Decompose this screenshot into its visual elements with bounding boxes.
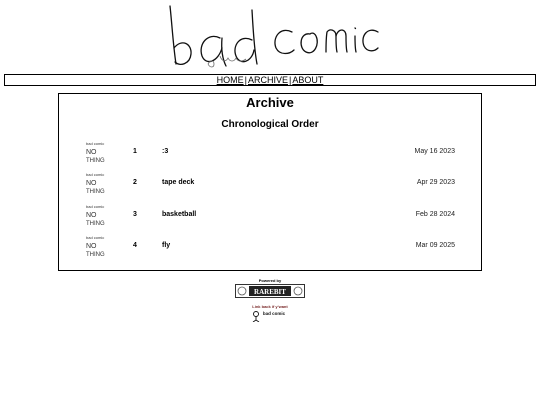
svg-text:NO: NO: [86, 149, 97, 156]
comic-thumbnail[interactable]: [85, 171, 113, 197]
bad-comic-logo-image: [160, 4, 380, 70]
nav-archive-link[interactable]: ARCHIVE: [247, 75, 288, 85]
comic-title-link[interactable]: fly: [162, 242, 171, 249]
footer: [230, 278, 310, 327]
svg-text:bad comic: bad comic: [86, 235, 105, 240]
comic-title-link[interactable]: :3: [162, 148, 169, 155]
comic-number: 4: [133, 242, 137, 249]
svg-text:NO: NO: [86, 212, 97, 219]
site-logo[interactable]: [160, 4, 380, 70]
comic-row[interactable]: [59, 171, 481, 197]
link-back-label: Link back if y'want: [252, 304, 288, 309]
comic-thumbnail[interactable]: [85, 234, 113, 260]
powered-by-label: Powered by: [258, 278, 282, 283]
comic-thumbnail[interactable]: [85, 140, 113, 166]
svg-text:THING: THING: [86, 221, 105, 227]
svg-text:RAREBIT: RAREBIT: [254, 288, 286, 296]
rarebit-banner[interactable]: [235, 284, 305, 298]
svg-text:NO: NO: [86, 243, 97, 250]
comic-date: Mar 09 2025: [415, 242, 455, 249]
svg-text:bad comic: bad comic: [86, 141, 105, 146]
comic-date: Feb 28 2024: [415, 211, 455, 218]
comic-number: 2: [133, 179, 137, 186]
nav-about-link[interactable]: ABOUT: [292, 75, 324, 85]
svg-text:THING: THING: [86, 189, 105, 195]
svg-text:bad comic: bad comic: [262, 311, 286, 316]
comic-date: Apr 29 2023: [416, 179, 455, 186]
comic-number: 1: [133, 148, 137, 155]
top-navigation: [4, 74, 536, 86]
comic-title-link[interactable]: basketball: [162, 211, 197, 218]
comic-row[interactable]: [59, 140, 481, 166]
comic-title-link[interactable]: tape deck: [162, 179, 195, 186]
comic-row[interactable]: [59, 203, 481, 229]
svg-text:NO: NO: [86, 180, 97, 187]
svg-text:THING: THING: [86, 252, 105, 258]
svg-text:bad comic: bad comic: [86, 204, 105, 209]
nav-home-link[interactable]: HOME: [216, 75, 244, 85]
svg-text:bad comic: bad comic: [86, 172, 105, 177]
nav-separator: |: [244, 75, 247, 85]
bad-comic-badge[interactable]: [250, 310, 290, 322]
nav-separator: |: [289, 75, 292, 85]
comic-number: 3: [133, 211, 137, 218]
svg-text:THING: THING: [86, 158, 105, 164]
comic-row[interactable]: [59, 234, 481, 260]
comic-date: May 16 2023: [414, 148, 455, 155]
comic-thumbnail[interactable]: [85, 203, 113, 229]
archive-panel: [58, 93, 482, 271]
archive-subtitle: Chronological Order: [221, 119, 319, 130]
archive-title: Archive: [246, 95, 294, 110]
